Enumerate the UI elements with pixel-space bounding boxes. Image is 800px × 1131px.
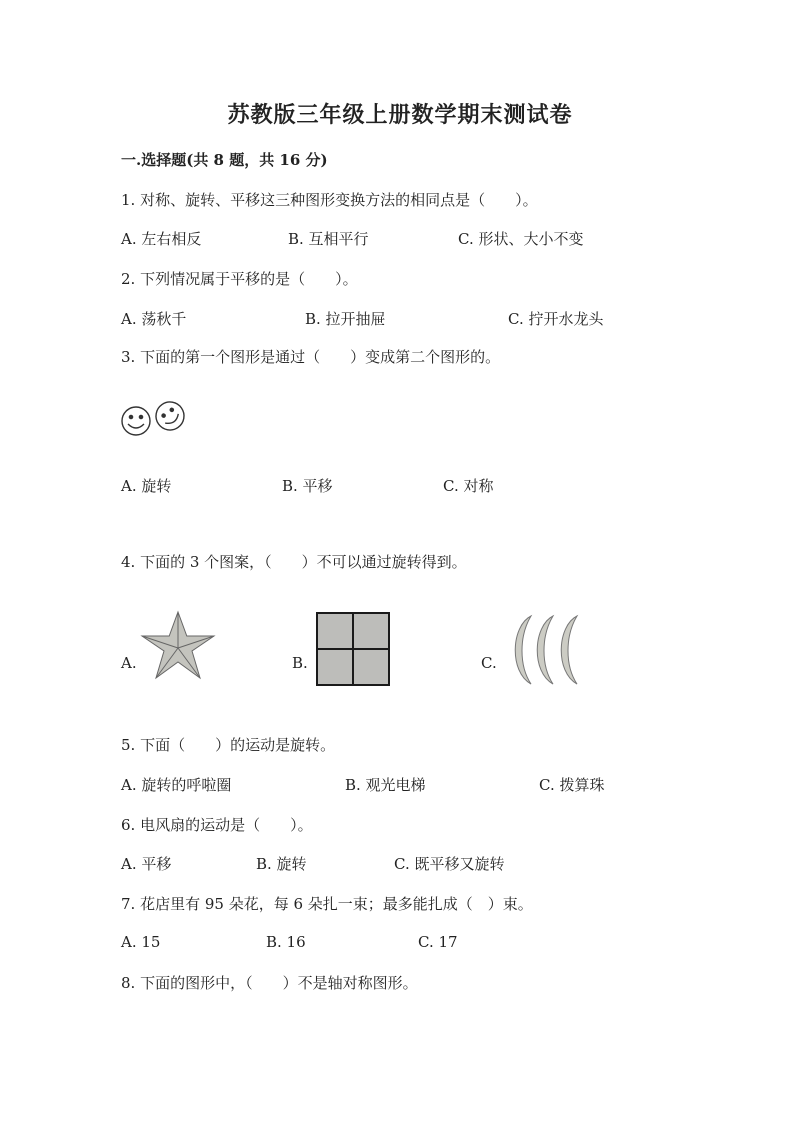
- q2-option-c: C. 拧开水龙头: [508, 310, 604, 328]
- crescents-figure: [505, 614, 585, 686]
- crescent-moons-icon: [515, 616, 577, 684]
- question-4: 4. 下面的 3 个图案，（ ）不可以通过旋转得到。: [121, 553, 467, 571]
- q3-option-b: B. 平移: [282, 477, 333, 495]
- star-icon: [142, 612, 214, 678]
- grid-square-figure: [316, 612, 390, 686]
- q2-option-a: A. 荡秋千: [121, 310, 187, 328]
- question-7: 7. 花店里有 95 朵花，每 6 朵扎一束；最多能扎成（ ）束。: [121, 895, 533, 913]
- q1-option-a: A. 左右相反: [121, 230, 202, 248]
- q6-option-a: A. 平移: [121, 855, 172, 873]
- question-6: 6. 电风扇的运动是（ ）。: [121, 816, 313, 834]
- q3-option-a: A. 旋转: [121, 477, 172, 495]
- q5-option-b: B. 观光电梯: [345, 776, 426, 794]
- q7-option-c: C. 17: [418, 933, 458, 951]
- question-8: 8. 下面的图形中，（ ）不是轴对称图形。: [121, 974, 418, 992]
- section-heading: 一.选择题(共 8 题，共 16 分): [121, 151, 328, 169]
- q4-label-b: B.: [292, 654, 308, 672]
- question-1: 1. 对称、旋转、平移这三种图形变换方法的相同点是（ ）。: [121, 191, 538, 209]
- q4-label-a: A.: [121, 654, 137, 672]
- q3-option-c: C. 对称: [443, 477, 494, 495]
- smiley-face-rotated-icon: [151, 397, 190, 436]
- question-5: 5. 下面（ ）的运动是旋转。: [121, 736, 336, 754]
- q6-option-c: C. 既平移又旋转: [394, 855, 505, 873]
- q5-option-c: C. 拨算珠: [539, 776, 605, 794]
- page-title: 苏教版三年级上册数学期末测试卷: [227, 102, 573, 128]
- four-squares-icon: [317, 613, 389, 685]
- smiley-faces-figure: [120, 400, 190, 440]
- q2-option-b: B. 拉开抽屉: [305, 310, 386, 328]
- q1-option-b: B. 互相平行: [288, 230, 369, 248]
- q4-label-c: C.: [481, 654, 497, 672]
- question-3: 3. 下面的第一个图形是通过（ ）变成第二个图形的。: [121, 348, 501, 366]
- smiley-face-upright-icon: [122, 407, 150, 435]
- q7-option-a: A. 15: [121, 933, 161, 951]
- q7-option-b: B. 16: [266, 933, 306, 951]
- q1-option-c: C. 形状、大小不变: [458, 230, 584, 248]
- question-2: 2. 下列情况属于平移的是（ ）。: [121, 270, 358, 288]
- q5-option-a: A. 旋转的呼啦圈: [121, 776, 232, 794]
- q6-option-b: B. 旋转: [256, 855, 307, 873]
- star-figure: [140, 610, 216, 682]
